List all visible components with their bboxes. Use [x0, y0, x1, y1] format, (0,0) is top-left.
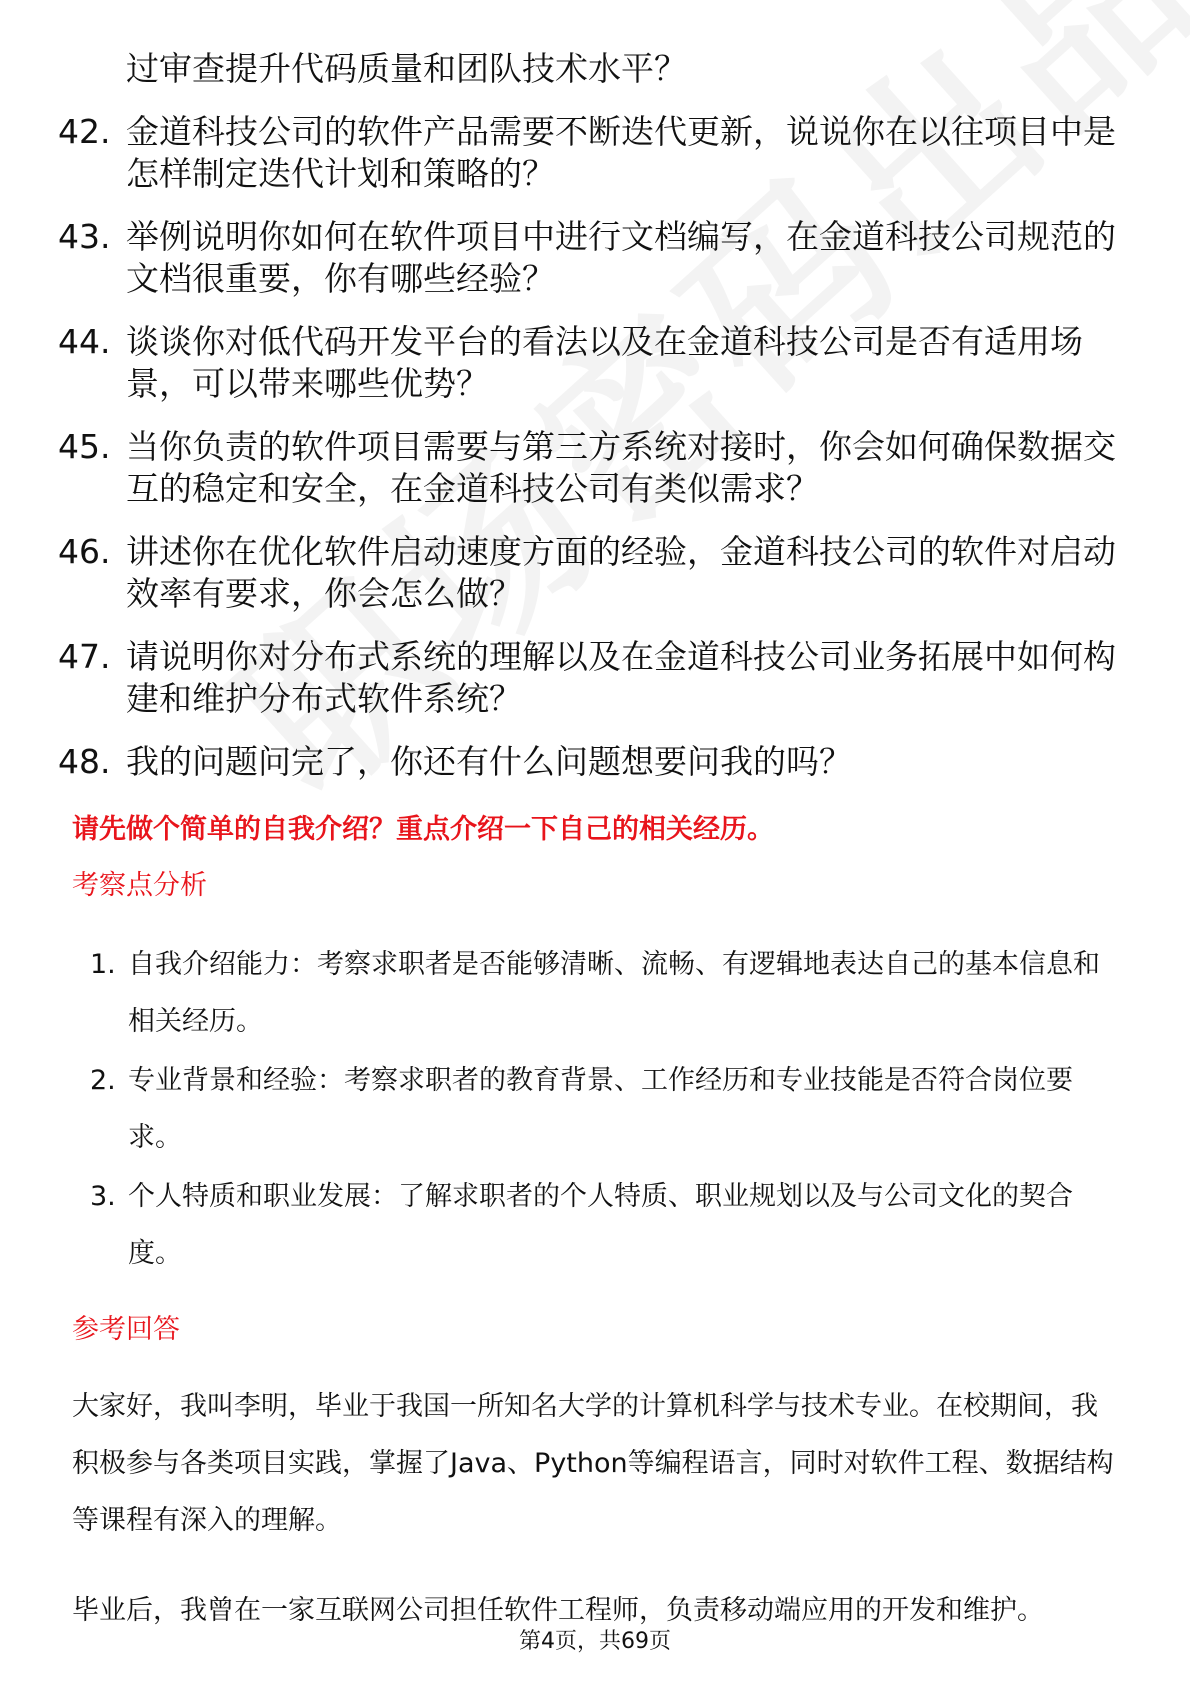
analysis-list — [90, 936, 1120, 1284]
analysis-heading: 考察点分析 — [72, 870, 207, 901]
list-item — [90, 1052, 1120, 1166]
question-text: 我的问题问完了，你还有什么问题想要问我的吗？ — [126, 742, 852, 781]
question-number: 43. — [58, 217, 111, 256]
list-item-number: 1. — [90, 949, 116, 980]
answer-paragraph: 毕业后，我曾在一家互联网公司担任软件工程师，负责移动端应用的开发和维护。 — [72, 1595, 1044, 1626]
question-item — [58, 111, 1118, 195]
question-item — [58, 741, 1118, 783]
question-number: 42. — [58, 112, 111, 151]
list-item-number: 2. — [90, 1065, 116, 1096]
list-item — [90, 1168, 1120, 1282]
question-item — [58, 321, 1118, 405]
question-text: 过审查提升代码质量和团队技术水平？ — [126, 49, 687, 88]
question-item — [58, 636, 1118, 720]
question-text: 举例说明你如何在软件项目中进行文档编写，在金道科技公司规范的文档很重要，你有哪些经验？ — [126, 217, 1116, 298]
question-text: 谈谈你对低代码开发平台的看法以及在金道科技公司是否有适用场景，可以带来哪些优势？ — [126, 322, 1083, 403]
question-text: 当你负责的软件项目需要与第三方系统对接时，你会如何确保数据交互的稳定和安全，在金道科技公司有类似需求？ — [126, 427, 1116, 508]
question-number: 48. — [58, 742, 111, 781]
question-item — [58, 426, 1118, 510]
list-item-text: 个人特质和职业发展：了解求职者的个人特质、职业规划以及与公司文化的契合度。 — [128, 1181, 1073, 1269]
list-item-text: 专业背景和经验：考察求职者的教育背景、工作经历和专业技能是否符合岗位要求。 — [128, 1065, 1073, 1153]
question-list — [58, 48, 1118, 804]
list-item-text: 自我介绍能力：考察求职者是否能够清晰、流畅、有逻辑地表达自己的基本信息和相关经历。 — [128, 949, 1100, 1037]
question-number: 44. — [58, 322, 111, 361]
question-item — [58, 531, 1118, 615]
page-footer: 第4页，共69页 — [519, 1629, 671, 1654]
question-number: 47. — [58, 637, 111, 676]
question-item — [58, 216, 1118, 300]
answer-heading: 参考回答 — [72, 1314, 180, 1345]
answer-paragraph: 大家好，我叫李明，毕业于我国一所知名大学的计算机科学与技术专业。在校期间，我积极参与各类项目实践，掌握了Java、Python等编程语言，同时对软件工程、数据结构等课程有深入的理解。 — [72, 1391, 1114, 1536]
question-number: 45. — [58, 427, 111, 466]
list-item-number: 3. — [90, 1181, 116, 1212]
question-number: 46. — [58, 532, 111, 571]
question-text: 请说明你对分布式系统的理解以及在金道科技公司业务拓展中如何构建和维护分布式软件系统？ — [126, 637, 1116, 718]
list-item — [90, 936, 1120, 1050]
question-item — [58, 48, 1118, 90]
question-text: 金道科技公司的软件产品需要不断迭代更新，说说你在以往项目中是怎样制定迭代计划和策略的？ — [126, 112, 1116, 193]
featured-question-heading: 请先做个简单的自我介绍？重点介绍一下自己的相关经历。 — [72, 814, 774, 845]
question-text: 讲述你在优化软件启动速度方面的经验，金道科技公司的软件对启动效率有要求，你会怎么做？ — [126, 532, 1116, 613]
